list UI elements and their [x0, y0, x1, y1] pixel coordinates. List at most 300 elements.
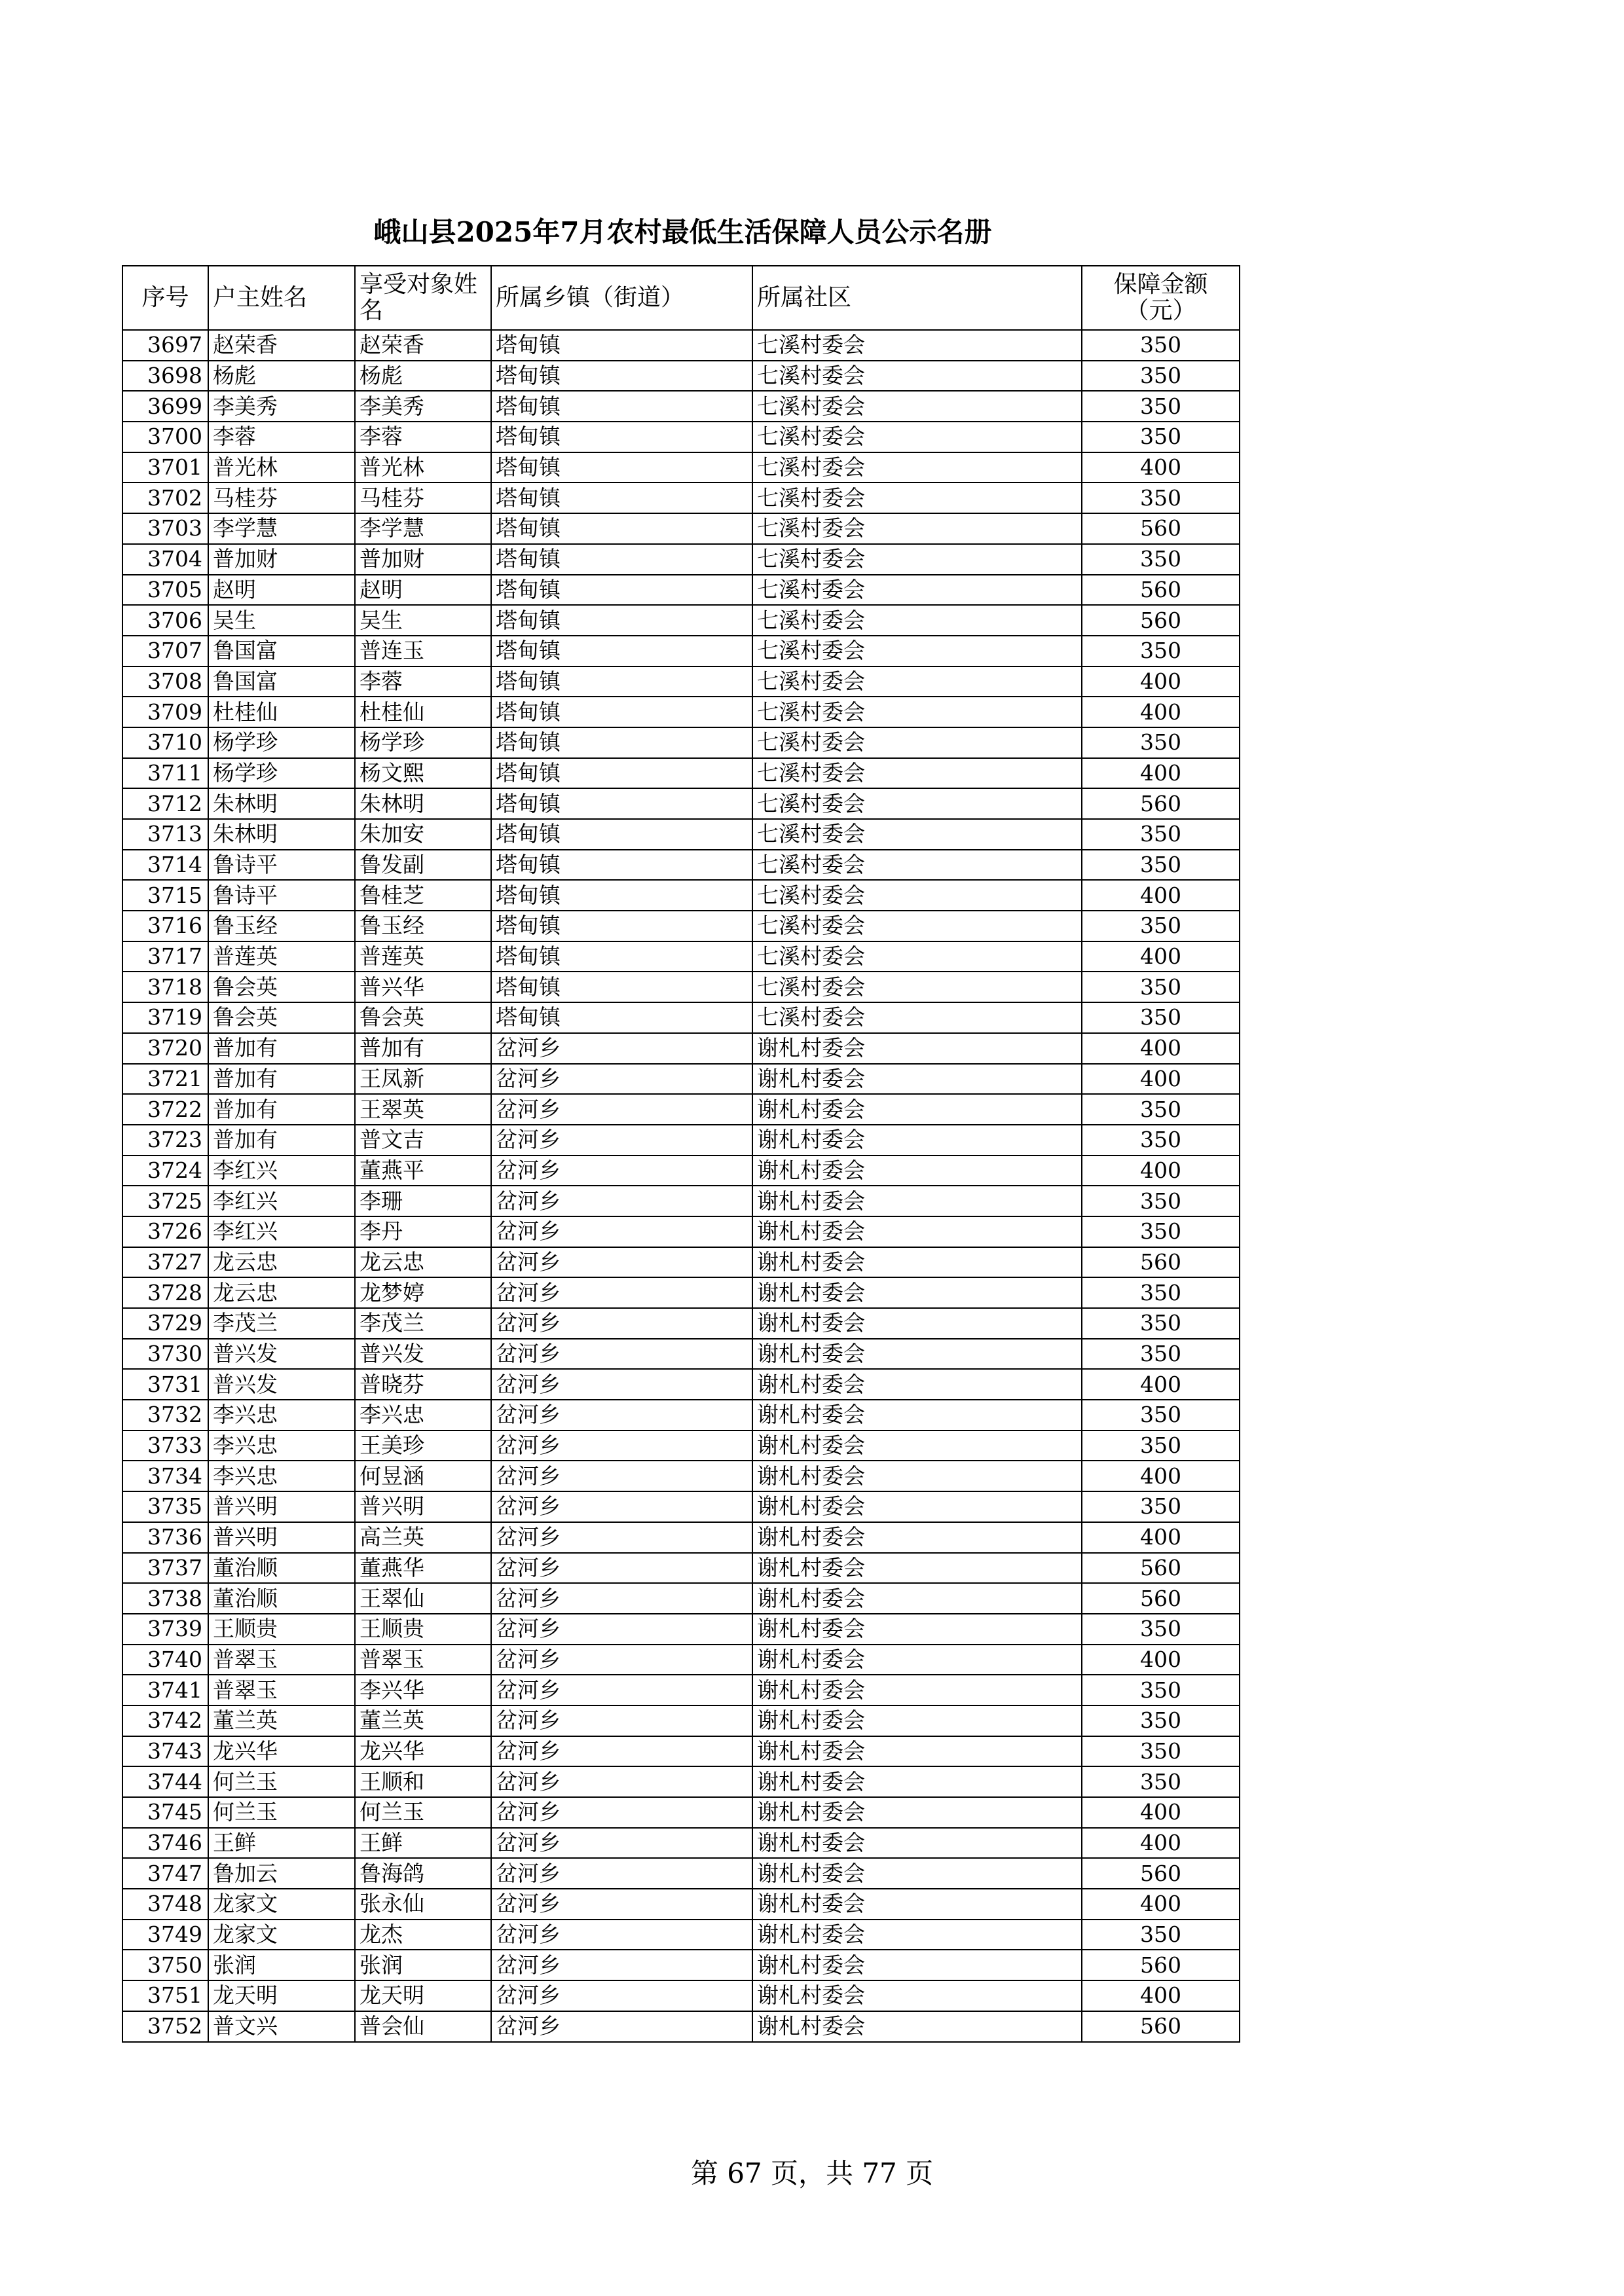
table-row [122, 758, 1240, 789]
cell-beneficiary: 赵明 [355, 575, 491, 606]
cell-beneficiary: 普文吉 [355, 1125, 491, 1156]
cell-household-head: 赵明 [208, 575, 355, 606]
cell-township: 岔河乡 [491, 1705, 752, 1736]
cell-household-head: 龙云忠 [208, 1247, 355, 1278]
cell-household-head: 朱林明 [208, 788, 355, 819]
cell-township: 岔河乡 [491, 1339, 752, 1370]
table-row [122, 513, 1240, 544]
cell-township: 岔河乡 [491, 1156, 752, 1186]
cell-community: 谢札村委会 [752, 1950, 1082, 1980]
cell-amount: 560 [1082, 513, 1240, 544]
table-row [122, 1186, 1240, 1216]
cell-community: 七溪村委会 [752, 727, 1082, 758]
table-row [122, 1920, 1240, 1950]
cell-beneficiary: 赵荣香 [355, 330, 491, 361]
cell-household-head: 普光林 [208, 452, 355, 483]
cell-township: 塔甸镇 [491, 544, 752, 575]
cell-township: 岔河乡 [491, 1614, 752, 1645]
cell-township: 岔河乡 [491, 1889, 752, 1920]
cell-beneficiary: 何昱涵 [355, 1461, 491, 1491]
cell-amount: 560 [1082, 788, 1240, 819]
cell-household-head: 普翠玉 [208, 1675, 355, 1705]
cell-amount: 400 [1082, 697, 1240, 727]
table-row [122, 697, 1240, 727]
table-row [122, 1094, 1240, 1125]
cell-beneficiary: 鲁桂芝 [355, 880, 491, 911]
table-row [122, 727, 1240, 758]
cell-serial-number: 3727 [122, 1247, 208, 1278]
cell-community: 七溪村委会 [752, 941, 1082, 972]
cell-household-head: 李美秀 [208, 391, 355, 422]
cell-community: 谢札村委会 [752, 1491, 1082, 1522]
cell-amount: 400 [1082, 452, 1240, 483]
cell-amount: 400 [1082, 1156, 1240, 1186]
cell-household-head: 普翠玉 [208, 1645, 355, 1675]
cell-serial-number: 3722 [122, 1094, 208, 1125]
cell-beneficiary: 杨文熙 [355, 758, 491, 789]
cell-amount: 350 [1082, 361, 1240, 392]
cell-amount: 350 [1082, 330, 1240, 361]
roster-table [122, 265, 1240, 2043]
cell-serial-number: 3710 [122, 727, 208, 758]
cell-township: 塔甸镇 [491, 330, 752, 361]
table-row [122, 1247, 1240, 1278]
cell-community: 谢札村委会 [752, 1522, 1082, 1553]
cell-township: 岔河乡 [491, 1553, 752, 1584]
cell-beneficiary: 张润 [355, 1950, 491, 1980]
cell-amount: 560 [1082, 1950, 1240, 1980]
cell-beneficiary: 何兰玉 [355, 1797, 491, 1828]
table-row [122, 1553, 1240, 1584]
cell-community: 七溪村委会 [752, 911, 1082, 941]
cell-household-head: 杨彪 [208, 361, 355, 392]
cell-township: 塔甸镇 [491, 605, 752, 636]
cell-serial-number: 3730 [122, 1339, 208, 1370]
cell-township: 岔河乡 [491, 1491, 752, 1522]
cell-serial-number: 3719 [122, 1002, 208, 1033]
cell-serial-number: 3709 [122, 697, 208, 727]
cell-serial-number: 3747 [122, 1858, 208, 1889]
cell-beneficiary: 王翠英 [355, 1094, 491, 1125]
cell-household-head: 董治顺 [208, 1553, 355, 1584]
cell-township: 塔甸镇 [491, 850, 752, 881]
cell-serial-number: 3725 [122, 1186, 208, 1216]
table-row [122, 636, 1240, 666]
cell-community: 七溪村委会 [752, 819, 1082, 850]
cell-serial-number: 3732 [122, 1400, 208, 1430]
cell-township: 岔河乡 [491, 1766, 752, 1797]
header-amount: 保障金额（元） [1082, 266, 1240, 330]
cell-household-head: 何兰玉 [208, 1766, 355, 1797]
cell-beneficiary: 李蓉 [355, 422, 491, 452]
cell-beneficiary: 李美秀 [355, 391, 491, 422]
cell-community: 七溪村委会 [752, 636, 1082, 666]
cell-amount: 350 [1082, 544, 1240, 575]
cell-household-head: 普加有 [208, 1033, 355, 1064]
cell-township: 岔河乡 [491, 1583, 752, 1614]
cell-community: 谢札村委会 [752, 1614, 1082, 1645]
cell-amount: 400 [1082, 1828, 1240, 1859]
cell-amount: 400 [1082, 666, 1240, 697]
cell-serial-number: 3715 [122, 880, 208, 911]
cell-amount: 400 [1082, 1369, 1240, 1400]
cell-serial-number: 3713 [122, 819, 208, 850]
cell-household-head: 朱林明 [208, 819, 355, 850]
cell-amount: 350 [1082, 1920, 1240, 1950]
cell-township: 塔甸镇 [491, 941, 752, 972]
cell-serial-number: 3752 [122, 2011, 208, 2042]
cell-amount: 350 [1082, 1430, 1240, 1461]
cell-community: 七溪村委会 [752, 788, 1082, 819]
cell-serial-number: 3743 [122, 1736, 208, 1767]
cell-serial-number: 3749 [122, 1920, 208, 1950]
cell-household-head: 吴生 [208, 605, 355, 636]
cell-township: 岔河乡 [491, 1400, 752, 1430]
cell-township: 岔河乡 [491, 1736, 752, 1767]
cell-community: 谢札村委会 [752, 1216, 1082, 1247]
cell-amount: 400 [1082, 880, 1240, 911]
cell-township: 塔甸镇 [491, 880, 752, 911]
cell-township: 塔甸镇 [491, 452, 752, 483]
table-body [122, 330, 1240, 2042]
cell-beneficiary: 普连玉 [355, 636, 491, 666]
table-row [122, 2011, 1240, 2042]
header-row [122, 266, 1240, 330]
table-row [122, 1156, 1240, 1186]
cell-beneficiary: 普光林 [355, 452, 491, 483]
cell-township: 岔河乡 [491, 1216, 752, 1247]
cell-serial-number: 3718 [122, 972, 208, 1002]
cell-township: 塔甸镇 [491, 758, 752, 789]
cell-beneficiary: 龙梦婷 [355, 1277, 491, 1308]
cell-household-head: 鲁诗平 [208, 880, 355, 911]
cell-township: 岔河乡 [491, 1186, 752, 1216]
table-row [122, 1614, 1240, 1645]
table-row [122, 1889, 1240, 1920]
cell-amount: 400 [1082, 758, 1240, 789]
cell-amount: 350 [1082, 1094, 1240, 1125]
cell-beneficiary: 鲁海鸽 [355, 1858, 491, 1889]
cell-beneficiary: 马桂芬 [355, 483, 491, 513]
page-title: 峨山县2025年7月农村最低生活保障人员公示名册 [373, 216, 992, 248]
cell-household-head: 李兴忠 [208, 1400, 355, 1430]
table-row [122, 1583, 1240, 1614]
table-row [122, 1766, 1240, 1797]
cell-township: 岔河乡 [491, 1369, 752, 1400]
table-row [122, 422, 1240, 452]
cell-beneficiary: 杨学珍 [355, 727, 491, 758]
cell-amount: 400 [1082, 1522, 1240, 1553]
cell-serial-number: 3720 [122, 1033, 208, 1064]
cell-community: 谢札村委会 [752, 1583, 1082, 1614]
cell-township: 塔甸镇 [491, 391, 752, 422]
table-row [122, 880, 1240, 911]
cell-beneficiary: 普兴华 [355, 972, 491, 1002]
cell-community: 七溪村委会 [752, 575, 1082, 606]
cell-community: 谢札村委会 [752, 2011, 1082, 2042]
cell-beneficiary: 王鲜 [355, 1828, 491, 1859]
cell-township: 岔河乡 [491, 1094, 752, 1125]
table-row [122, 1980, 1240, 2011]
table-row [122, 1430, 1240, 1461]
cell-beneficiary: 龙杰 [355, 1920, 491, 1950]
cell-serial-number: 3729 [122, 1308, 208, 1339]
table-row [122, 1645, 1240, 1675]
table-row [122, 605, 1240, 636]
table-row [122, 1461, 1240, 1491]
table-row [122, 483, 1240, 513]
cell-serial-number: 3704 [122, 544, 208, 575]
cell-community: 谢札村委会 [752, 1186, 1082, 1216]
cell-township: 塔甸镇 [491, 483, 752, 513]
cell-amount: 350 [1082, 391, 1240, 422]
cell-amount: 560 [1082, 1553, 1240, 1584]
cell-beneficiary: 李兴忠 [355, 1400, 491, 1430]
table-row [122, 1675, 1240, 1705]
cell-township: 岔河乡 [491, 2011, 752, 2042]
cell-beneficiary: 龙兴华 [355, 1736, 491, 1767]
cell-township: 塔甸镇 [491, 697, 752, 727]
cell-township: 塔甸镇 [491, 1002, 752, 1033]
cell-beneficiary: 董燕华 [355, 1553, 491, 1584]
cell-amount: 350 [1082, 972, 1240, 1002]
cell-township: 塔甸镇 [491, 788, 752, 819]
cell-household-head: 鲁玉经 [208, 911, 355, 941]
cell-community: 七溪村委会 [752, 972, 1082, 1002]
cell-household-head: 李茂兰 [208, 1308, 355, 1339]
cell-serial-number: 3703 [122, 513, 208, 544]
cell-household-head: 赵荣香 [208, 330, 355, 361]
table-row [122, 1522, 1240, 1553]
header-township: 所属乡镇（街道） [491, 266, 752, 330]
cell-amount: 560 [1082, 2011, 1240, 2042]
cell-community: 谢札村委会 [752, 1766, 1082, 1797]
cell-household-head: 鲁会英 [208, 972, 355, 1002]
cell-serial-number: 3733 [122, 1430, 208, 1461]
cell-community: 谢札村委会 [752, 1156, 1082, 1186]
cell-serial-number: 3737 [122, 1553, 208, 1584]
cell-beneficiary: 董兰英 [355, 1705, 491, 1736]
cell-beneficiary: 鲁玉经 [355, 911, 491, 941]
cell-township: 岔河乡 [491, 1950, 752, 1980]
cell-household-head: 龙天明 [208, 1980, 355, 2011]
cell-amount: 350 [1082, 819, 1240, 850]
cell-serial-number: 3706 [122, 605, 208, 636]
table-row [122, 1033, 1240, 1064]
cell-township: 塔甸镇 [491, 361, 752, 392]
cell-serial-number: 3697 [122, 330, 208, 361]
cell-serial-number: 3723 [122, 1125, 208, 1156]
cell-beneficiary: 王凤新 [355, 1064, 491, 1095]
cell-household-head: 普莲英 [208, 941, 355, 972]
cell-community: 谢札村委会 [752, 1553, 1082, 1584]
cell-township: 岔河乡 [491, 1522, 752, 1553]
cell-household-head: 鲁加云 [208, 1858, 355, 1889]
cell-serial-number: 3751 [122, 1980, 208, 2011]
table-header [122, 266, 1240, 330]
table-row [122, 1277, 1240, 1308]
table-row [122, 666, 1240, 697]
table-row [122, 1369, 1240, 1400]
cell-household-head: 李红兴 [208, 1186, 355, 1216]
cell-amount: 350 [1082, 911, 1240, 941]
table-row [122, 1491, 1240, 1522]
cell-community: 七溪村委会 [752, 361, 1082, 392]
cell-beneficiary: 龙天明 [355, 1980, 491, 2011]
cell-community: 谢札村委会 [752, 1064, 1082, 1095]
cell-community: 谢札村委会 [752, 1339, 1082, 1370]
cell-serial-number: 3716 [122, 911, 208, 941]
cell-community: 谢札村委会 [752, 1247, 1082, 1278]
cell-household-head: 普加财 [208, 544, 355, 575]
cell-township: 塔甸镇 [491, 972, 752, 1002]
cell-amount: 350 [1082, 850, 1240, 881]
table-row [122, 1828, 1240, 1859]
cell-serial-number: 3711 [122, 758, 208, 789]
cell-township: 岔河乡 [491, 1858, 752, 1889]
table-row [122, 941, 1240, 972]
cell-amount: 350 [1082, 422, 1240, 452]
cell-amount: 350 [1082, 1705, 1240, 1736]
cell-amount: 350 [1082, 1339, 1240, 1370]
cell-community: 七溪村委会 [752, 666, 1082, 697]
cell-serial-number: 3744 [122, 1766, 208, 1797]
cell-household-head: 普兴明 [208, 1491, 355, 1522]
cell-serial-number: 3750 [122, 1950, 208, 1980]
cell-household-head: 普兴发 [208, 1369, 355, 1400]
header-serial-number: 序号 [122, 266, 208, 330]
cell-beneficiary: 李蓉 [355, 666, 491, 697]
cell-township: 岔河乡 [491, 1430, 752, 1461]
cell-amount: 350 [1082, 727, 1240, 758]
cell-township: 岔河乡 [491, 1645, 752, 1675]
cell-household-head: 董兰英 [208, 1705, 355, 1736]
cell-serial-number: 3739 [122, 1614, 208, 1645]
cell-amount: 560 [1082, 1858, 1240, 1889]
cell-community: 谢札村委会 [752, 1277, 1082, 1308]
cell-household-head: 张润 [208, 1950, 355, 1980]
cell-beneficiary: 普莲英 [355, 941, 491, 972]
cell-serial-number: 3728 [122, 1277, 208, 1308]
cell-beneficiary: 杜桂仙 [355, 697, 491, 727]
cell-household-head: 普兴发 [208, 1339, 355, 1370]
cell-township: 塔甸镇 [491, 513, 752, 544]
cell-household-head: 普加有 [208, 1064, 355, 1095]
cell-household-head: 李学慧 [208, 513, 355, 544]
cell-township: 岔河乡 [491, 1033, 752, 1064]
cell-township: 岔河乡 [491, 1920, 752, 1950]
cell-township: 塔甸镇 [491, 636, 752, 666]
cell-amount: 560 [1082, 605, 1240, 636]
cell-township: 岔河乡 [491, 1461, 752, 1491]
cell-township: 塔甸镇 [491, 911, 752, 941]
cell-amount: 350 [1082, 1125, 1240, 1156]
cell-household-head: 李红兴 [208, 1156, 355, 1186]
cell-community: 七溪村委会 [752, 544, 1082, 575]
cell-community: 谢札村委会 [752, 1797, 1082, 1828]
table-row [122, 1125, 1240, 1156]
cell-amount: 350 [1082, 1675, 1240, 1705]
cell-beneficiary: 李丹 [355, 1216, 491, 1247]
cell-serial-number: 3721 [122, 1064, 208, 1095]
cell-amount: 350 [1082, 1400, 1240, 1430]
header-household-head: 户主姓名 [208, 266, 355, 330]
cell-amount: 350 [1082, 1308, 1240, 1339]
cell-household-head: 普加有 [208, 1125, 355, 1156]
cell-amount: 350 [1082, 1766, 1240, 1797]
cell-community: 谢札村委会 [752, 1094, 1082, 1125]
cell-serial-number: 3705 [122, 575, 208, 606]
cell-township: 岔河乡 [491, 1980, 752, 2011]
cell-community: 谢札村委会 [752, 1430, 1082, 1461]
cell-household-head: 李红兴 [208, 1216, 355, 1247]
cell-township: 岔河乡 [491, 1125, 752, 1156]
cell-community: 谢札村委会 [752, 1125, 1082, 1156]
cell-community: 七溪村委会 [752, 880, 1082, 911]
cell-community: 谢札村委会 [752, 1675, 1082, 1705]
cell-amount: 350 [1082, 483, 1240, 513]
table-row [122, 972, 1240, 1002]
cell-beneficiary: 张永仙 [355, 1889, 491, 1920]
cell-township: 塔甸镇 [491, 819, 752, 850]
cell-township: 岔河乡 [491, 1247, 752, 1278]
cell-amount: 400 [1082, 1980, 1240, 2011]
cell-household-head: 普兴明 [208, 1522, 355, 1553]
cell-beneficiary: 吴生 [355, 605, 491, 636]
cell-township: 塔甸镇 [491, 422, 752, 452]
table-row [122, 361, 1240, 392]
cell-community: 七溪村委会 [752, 697, 1082, 727]
cell-beneficiary: 龙云忠 [355, 1247, 491, 1278]
cell-beneficiary: 李兴华 [355, 1675, 491, 1705]
cell-serial-number: 3717 [122, 941, 208, 972]
cell-serial-number: 3735 [122, 1491, 208, 1522]
cell-community: 七溪村委会 [752, 452, 1082, 483]
cell-household-head: 李蓉 [208, 422, 355, 452]
cell-amount: 350 [1082, 1614, 1240, 1645]
cell-household-head: 龙兴华 [208, 1736, 355, 1767]
header-community: 所属社区 [752, 266, 1082, 330]
cell-household-head: 李兴忠 [208, 1430, 355, 1461]
cell-household-head: 鲁会英 [208, 1002, 355, 1033]
table-row [122, 1308, 1240, 1339]
cell-amount: 350 [1082, 1002, 1240, 1033]
cell-beneficiary: 董燕平 [355, 1156, 491, 1186]
cell-beneficiary: 鲁发副 [355, 850, 491, 881]
cell-household-head: 王鲜 [208, 1828, 355, 1859]
cell-amount: 560 [1082, 1583, 1240, 1614]
table-row [122, 1216, 1240, 1247]
page-number: 第 67 页，共 77 页 [690, 2157, 934, 2189]
cell-beneficiary: 普加财 [355, 544, 491, 575]
cell-amount: 400 [1082, 1797, 1240, 1828]
cell-serial-number: 3699 [122, 391, 208, 422]
table-row [122, 1797, 1240, 1828]
cell-amount: 400 [1082, 1889, 1240, 1920]
cell-household-head: 普文兴 [208, 2011, 355, 2042]
cell-township: 塔甸镇 [491, 666, 752, 697]
cell-community: 谢札村委会 [752, 1889, 1082, 1920]
cell-community: 谢札村委会 [752, 1461, 1082, 1491]
cell-community: 谢札村委会 [752, 1705, 1082, 1736]
table-row [122, 911, 1240, 941]
cell-amount: 400 [1082, 1645, 1240, 1675]
table-row [122, 788, 1240, 819]
cell-amount: 350 [1082, 1216, 1240, 1247]
cell-serial-number: 3707 [122, 636, 208, 666]
cell-community: 谢札村委会 [752, 1308, 1082, 1339]
cell-household-head: 马桂芬 [208, 483, 355, 513]
